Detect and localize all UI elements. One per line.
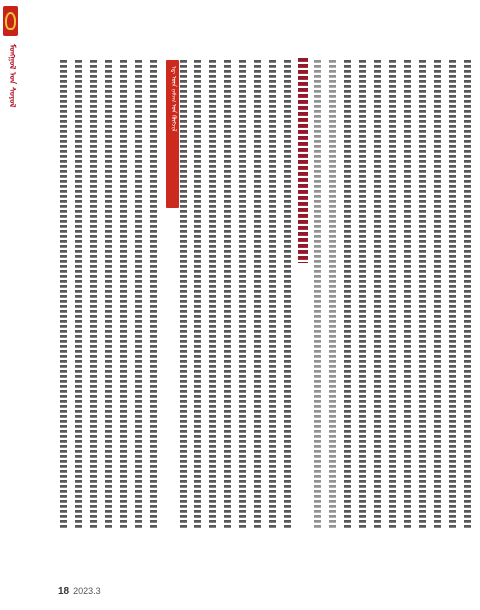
text-column <box>209 60 216 530</box>
text-column <box>180 60 187 530</box>
text-column <box>419 60 426 530</box>
text-column <box>224 60 231 530</box>
page-footer <box>58 586 101 597</box>
text-column <box>374 60 381 530</box>
article-headline <box>298 58 308 263</box>
text-column <box>135 60 142 530</box>
text-column <box>75 60 82 530</box>
text-column <box>194 60 201 530</box>
text-column <box>404 60 411 530</box>
text-column <box>449 60 456 530</box>
text-column <box>90 60 97 530</box>
text-column <box>314 60 321 530</box>
text-column <box>359 60 366 530</box>
text-column <box>120 60 127 530</box>
text-column <box>389 60 396 530</box>
magazine-side-title: ᠮᠣᠩᠭᠣᠯ ᠤᠨ ᠰᠣᠶᠣᠯ <box>8 44 18 108</box>
text-column <box>239 60 246 530</box>
text-column <box>284 60 291 530</box>
text-column <box>434 60 441 530</box>
section-banner-label: ᠡᠳ᠋ ᠦᠨ ᠵᠠᠰᠠᠭ ᠤᠨ ᠬᠥᠭᠵᠢᠯ <box>170 66 177 132</box>
magazine-emblem-icon <box>5 12 16 30</box>
text-column <box>269 60 276 530</box>
text-column <box>60 60 67 530</box>
issue-label: 2023.3 <box>73 586 101 596</box>
text-column <box>150 60 157 530</box>
text-column <box>254 60 261 530</box>
text-column <box>329 60 336 530</box>
page-number: 18 <box>58 586 70 597</box>
text-column <box>105 60 112 530</box>
text-column <box>344 60 351 530</box>
text-column <box>464 60 471 530</box>
